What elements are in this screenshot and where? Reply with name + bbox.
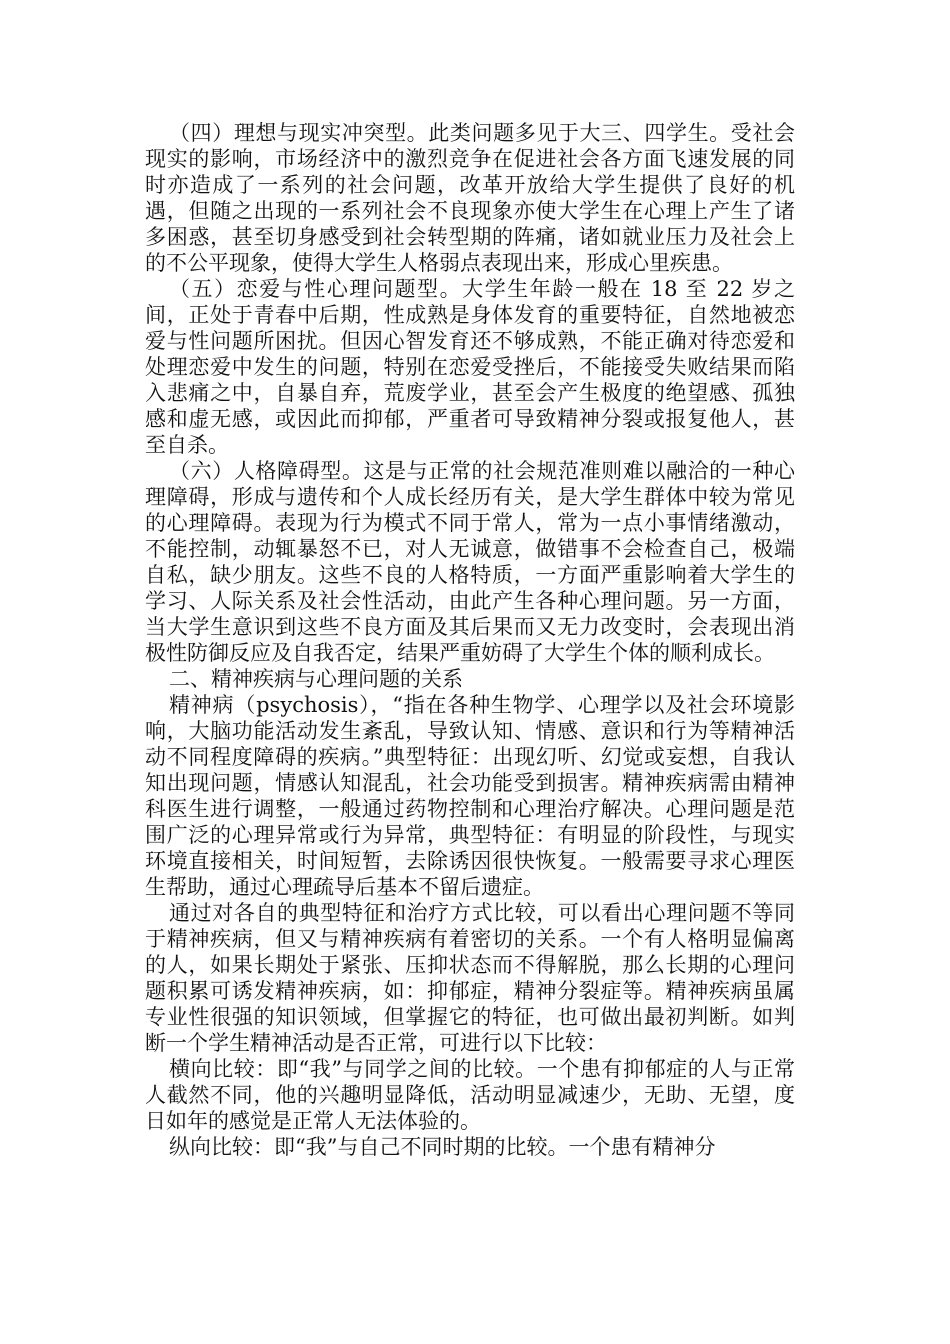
section-heading: 二、精神疾病与心理问题的关系 xyxy=(169,667,463,691)
document-body xyxy=(145,120,795,1160)
paragraph-vertical-comparison: 纵向比较：即“我”与自己不同时期的比较。一个患有精神分 xyxy=(169,1135,716,1159)
paragraph-horizontal-comparison: 横向比较：即“我”与同学之间的比较。一个患有抑郁症的人与正常人截然不同，他的兴趣明显降低，活动明显减速少，无助、无望，度日如年的感觉是正常人无法体验的。 xyxy=(145,1057,795,1133)
paragraph-comparison-summary: 通过对各自的典型特征和治疗方式比较，可以看出心理问题不等同于精神疾病，但又与精神疾病有着密切的关系。一个有人格明显偏离的人，如果长期处于紧张、压抑状态而不得解脱，那么长期的心理问题积累可诱发精神疾病，如：抑郁症，精神分裂症等。精神疾病虽属专业性很强的知识领域，但掌握它的特征，也可做出最初判断。如判断一个学生精神活动是否正常，可进行以下比较： xyxy=(145,901,795,1055)
paragraph-psychosis-definition: 精神病（psychosis），“指在各种生物学、心理学以及社会环境影响，大脑功能活动发生紊乱，导致认知、情感、意识和行为等精神活动不同程度障碍的疾病。”典型特征：出现幻听、幻觉或妄想，自我认知出现问题，情感认知混乱，社会功能受到损害。精神疾病需由精神科医生进行调整，一般通过药物控制和心理治疗解决。心理问题是范围广泛的心理异常或行为异常，典型特征：有明显的阶段性，与现实环境直接相关，时间短暂，去除诱因很快恢复。一般需要寻求心理医生帮助，通过心理疏导后基本不留后遗症。 xyxy=(145,693,795,899)
paragraph-personality-disorder: （六）人格障碍型。这是与正常的社会规范准则难以融洽的一种心理障碍，形成与遗传和个人成长经历有关，是大学生群体中较为常见的心理障碍。表现为行为模式不同于常人，常为一点小事情绪激动，不能控制，动辄暴怒不已，对人无诚意，做错事不会检查自己，极端自私，缺少朋友。这些不良的人格特质，一方面严重影响着大学生的学习、人际关系及社会性活动，由此产生各种心理问题。另一方面，当大学生意识到这些不良方面及其后果而又无力改变时，会表现出消极性防御反应及自我否定，结果严重妨碍了大学生个体的顺利成长。 xyxy=(145,459,795,665)
paragraph-love-psychology: （五）恋爱与性心理问题型。大学生年龄一般在 18 至 22 岁之间，正处于青春中后期，性成熟是身体发育的重要特征，自然地被恋爱与性问题所困扰。但因心智发育还不够成熟，不能正确对待恋爱和处理恋爱中发生的问题，特别在恋爱受挫后，不能接受失败结果而陷入悲痛之中，自暴自弃，荒废学业，甚至会产生极度的绝望感、孤独感和虚无感，或因此而抑郁，严重者可导致精神分裂或报复他人，甚至自杀。 xyxy=(145,277,795,457)
paragraph-idealism-conflict: （四）理想与现实冲突型。此类问题多见于大三、四学生。受社会现实的影响，市场经济中的激烈竞争在促进社会各方面飞速发展的同时亦造成了一系列的社会问题，改革开放给大学生提供了良好的机遇，但随之出现的一系列社会不良现象亦使大学生在心理上产生了诸多困惑，甚至切身感受到社会转型期的阵痛，诸如就业压力及社会上的不公平现象，使得大学生人格弱点表现出来，形成心里疾患。 xyxy=(145,121,795,275)
